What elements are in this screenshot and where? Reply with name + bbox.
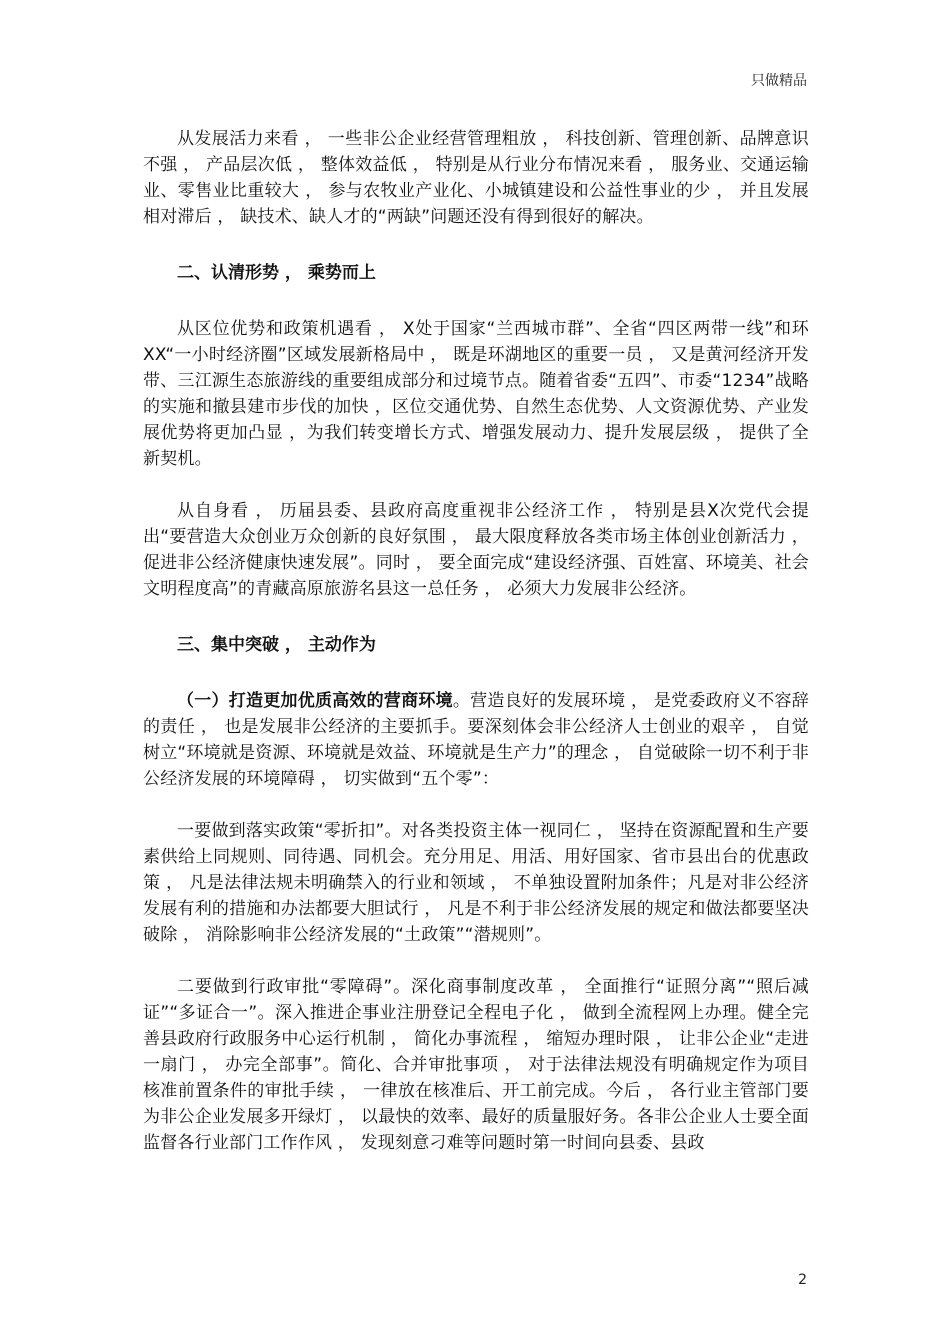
paragraph-location: 从区位优势和政策机遇看 ， X处于国家“兰西城市群”、全省“四区两带一线”和环XX“一小时经济圈”区域发展新格局中 ， 既是环湖地区的重要一员 ， 又是黄河经济开发带、三江源生态旅游线的重要组成部分和过境节点。随着省委“五四”、市委“1234”战略的实施和撤县建市步伐的加快 ，区位交通优势、自然生态优势、人文资源优势、产业发展优势将更加凸显 ，为我们转变增长方式、增强发展动力、提升发展层级 ， 提供了全新契机。: [143, 319, 809, 469]
subsection-text: 。营造良好的发展环境 ， 是党委政府义不容辞的责任 ， 也是发展非公经济的主要抓手。要深刻体会非公经济人士创业的艰辛 ， 自觉树立“环境就是资源、环境就是效益、环境就是生产力”的理念 ， 自觉破除一切不利于非公经济发展的环境障碍 ， 切实做到“五个零”：: [143, 691, 809, 789]
header-tag: 只做精品: [751, 73, 807, 89]
subsection-lead: （一）打造更加优质高效的营商环境: [177, 691, 453, 711]
section-heading-2: 二、认清形势 ， 乘势而上: [177, 263, 376, 283]
paragraph-approval: 二要做到行政审批“零障碍”。深化商事制度改革 ， 全面推行“证照分离”“照后减证”“多证合一”。深入推进企事业注册登记全程电子化 ， 做到全流程网上办理。健全完善县政府行政服务中心运行机制 ， 简化办事流程 ， 缩短办理时限 ， 让非公企业“走进一扇门 ， 办完全部事”。简化、合并审批事项 ， 对于法律法规没有明确规定作为项目核准前置条件的审批手续 ， 一律放在核准后、开工前完成。今后 ， 各行业主管部门要为非公企业发展多开绿灯 ， 以最快的效率、最好的质量服好务。各非公企业人士要全面监督各行业部门工作作风 ， 发现刻意刁难等问题时第一时间向县委、县政: [143, 977, 809, 1153]
paragraph-self: 从自身看 ， 历届县委、县政府高度重视非公经济工作 ， 特别是县X次党代会提出“要营造大众创业万众创新的良好氛围 ， 最大限度释放各类市场主体创业创新活力 ， 促进非公经济健康快速发展”。同时 ， 要全面完成“建设经济强、百姓富、环境美、社会文明程度高”的青藏高原旅游名县这一总任务 ， 必须大力发展非公经济。: [143, 501, 809, 599]
paragraph-business-environment: [143, 688, 809, 792]
paragraph-vitality: 从发展活力来看 ， 一些非公企业经营管理粗放 ， 科技创新、管理创新、品牌意识不强 ， 产品层次低 ， 整体效益低 ， 特别是从行业分布情况来看 ， 服务业、交通运输业、零售业比重较大 ， 参与农牧业产业化、小城镇建设和公益性事业的少 ， 并且发展相对滞后 ， 缺技术、缺人才的“两缺”问题还没有得到很好的解决。: [143, 129, 809, 227]
document-body: [143, 126, 809, 1156]
page-number: 2: [798, 1272, 807, 1288]
section-heading-3: 三、集中突破 ， 主动作为: [177, 635, 376, 655]
paragraph-policy: 一要做到落实政策“零折扣”。对各类投资主体一视同仁 ， 坚持在资源配置和生产要素供给上同规则、同待遇、同机会。充分用足、用活、用好国家、省市县出台的优惠政策 ， 凡是法律法规未明确禁入的行业和领域 ， 不单独设置附加条件；凡是对非公经济发展有利的措施和办法都要大胆试行 ， 凡是不利于非公经济发展的规定和做法都要坚决破除 ， 消除影响非公经济发展的“土政策”“潜规则”。: [143, 821, 809, 945]
